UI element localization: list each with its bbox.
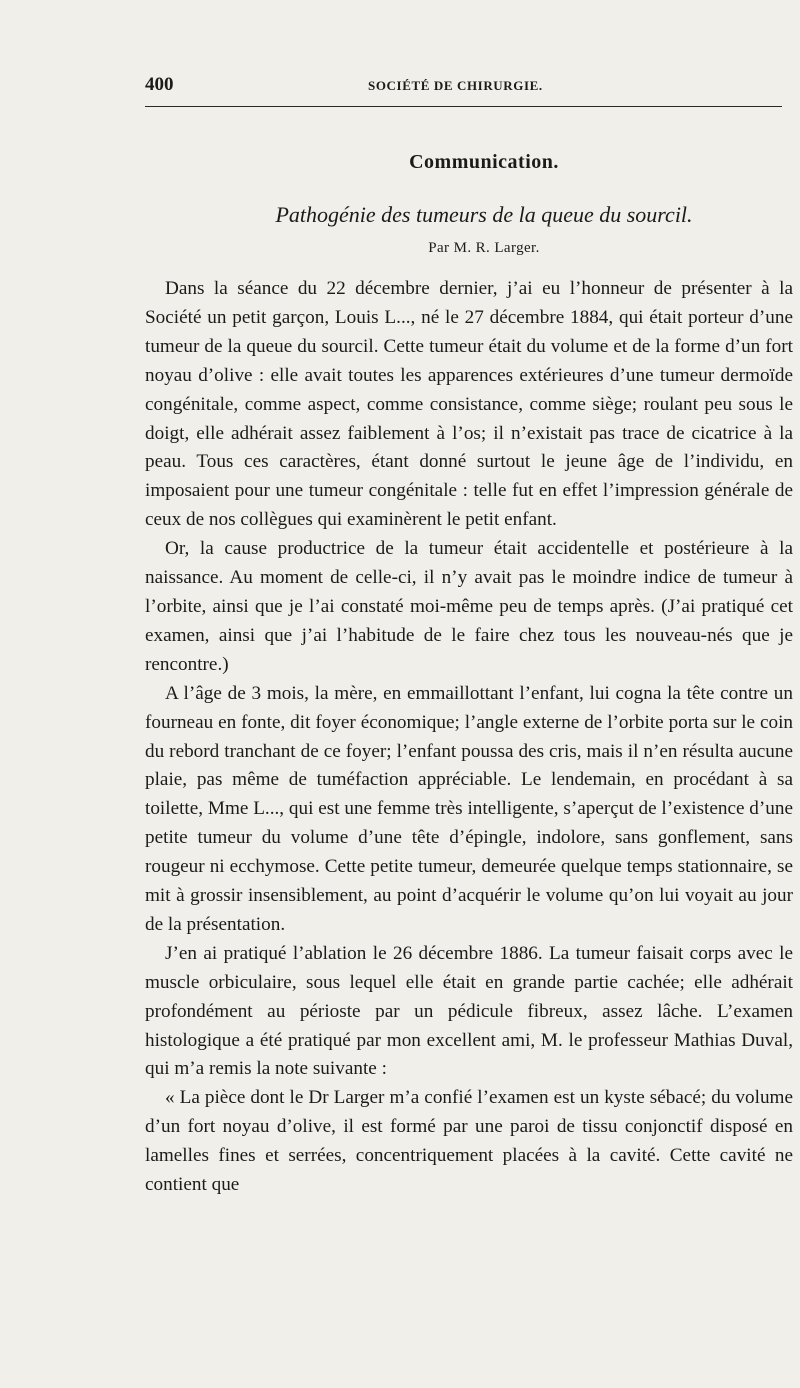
article-body <box>145 275 793 1200</box>
header-rule <box>145 106 782 107</box>
paragraph: A l’âge de 3 mois, la mère, en emmaillottant l’enfant, lui cogna la tête contre un fourneau en fonte, dit foyer économique; l’angle externe de l’orbite porta sur le coin du rebord tranchant de ce foyer; l’enfant poussa des cris, mais il n’en résulta aucune plaie, pas même de tuméfaction appréciable. Le lendemain, en procédant à sa toilette, Mme L..., qui est une femme très intelligente, s’aperçut de l’existence d’une petite tumeur du volume d’une tête d’épingle, indolore, sans gonflement, sans rougeur ni ecchymose. Cette petite tumeur, demeurée quelque temps stationnaire, se mit à grossir insensiblement, au point d’acquérir le volume qu’on lui voyait au jour de la présentation. <box>145 682 793 935</box>
paragraph: Dans la séance du 22 décembre dernier, j’ai eu l’honneur de présenter à la Société un petit garçon, Louis L..., né le 27 décembre 1884, qui était porteur d’une tumeur de la queue du sourcil. Cette tumeur était du volume et de la forme d’un fort noyau d’olive : elle avait toutes les apparences extérieures d’une tumeur dermoïde congénitale, comme aspect, comme consistance, comme siège; roulant peu sous le doigt, elle adhérait assez faiblement à l’os; il n’existait pas trace de cicatrice à la peau. Tous ces caractères, étant donné surtout le jeune âge de l’individu, en imposaient pour une tumeur congénitale : telle fut en effet l’impression générale de ceux de nos collègues qui examinèrent le petit enfant. <box>145 278 793 531</box>
page-number: 400 <box>145 74 174 95</box>
page <box>145 72 793 1200</box>
byline: Par M. R. Larger. <box>428 240 540 256</box>
running-head <box>145 72 793 102</box>
running-title: SOCIÉTÉ DE CHIRURGIE. <box>368 78 543 93</box>
paragraph: « La pièce dont le Dr Larger m’a confié l’examen est un kyste sébacé; du volume d’un fort noyau d’olive, il est formé par une paroi de tissu conjonctif disposé en lamelles fines et serrées, concentriquement placées à la cavité. Cette cavité ne contient que <box>145 1087 793 1196</box>
article-title: Pathogénie des tumeurs de la queue du sourcil. <box>275 202 693 227</box>
section-title: Communication. <box>409 151 559 173</box>
paragraph: J’en ai pratiqué l’ablation le 26 décembre 1886. La tumeur faisait corps avec le muscle orbiculaire, sous lequel elle était en grande partie cachée; elle adhérait profondément au périoste par un pédicule fibreux, assez lâche. L’examen histologique a été pratiqué par mon excellent ami, M. le professeur Mathias Duval, qui m’a remis la note suivante : <box>145 942 793 1080</box>
paragraph: Or, la cause productrice de la tumeur était accidentelle et postérieure à la naissance. Au moment de celle-ci, il n’y avait pas le moindre indice de tumeur à l’orbite, ainsi que je l’ai constaté moi-même peu de temps après. (J’ai pratiqué cet examen, ainsi que j’ai l’habitude de le faire chez tous les nouveau-nés que je rencontre.) <box>145 538 793 675</box>
